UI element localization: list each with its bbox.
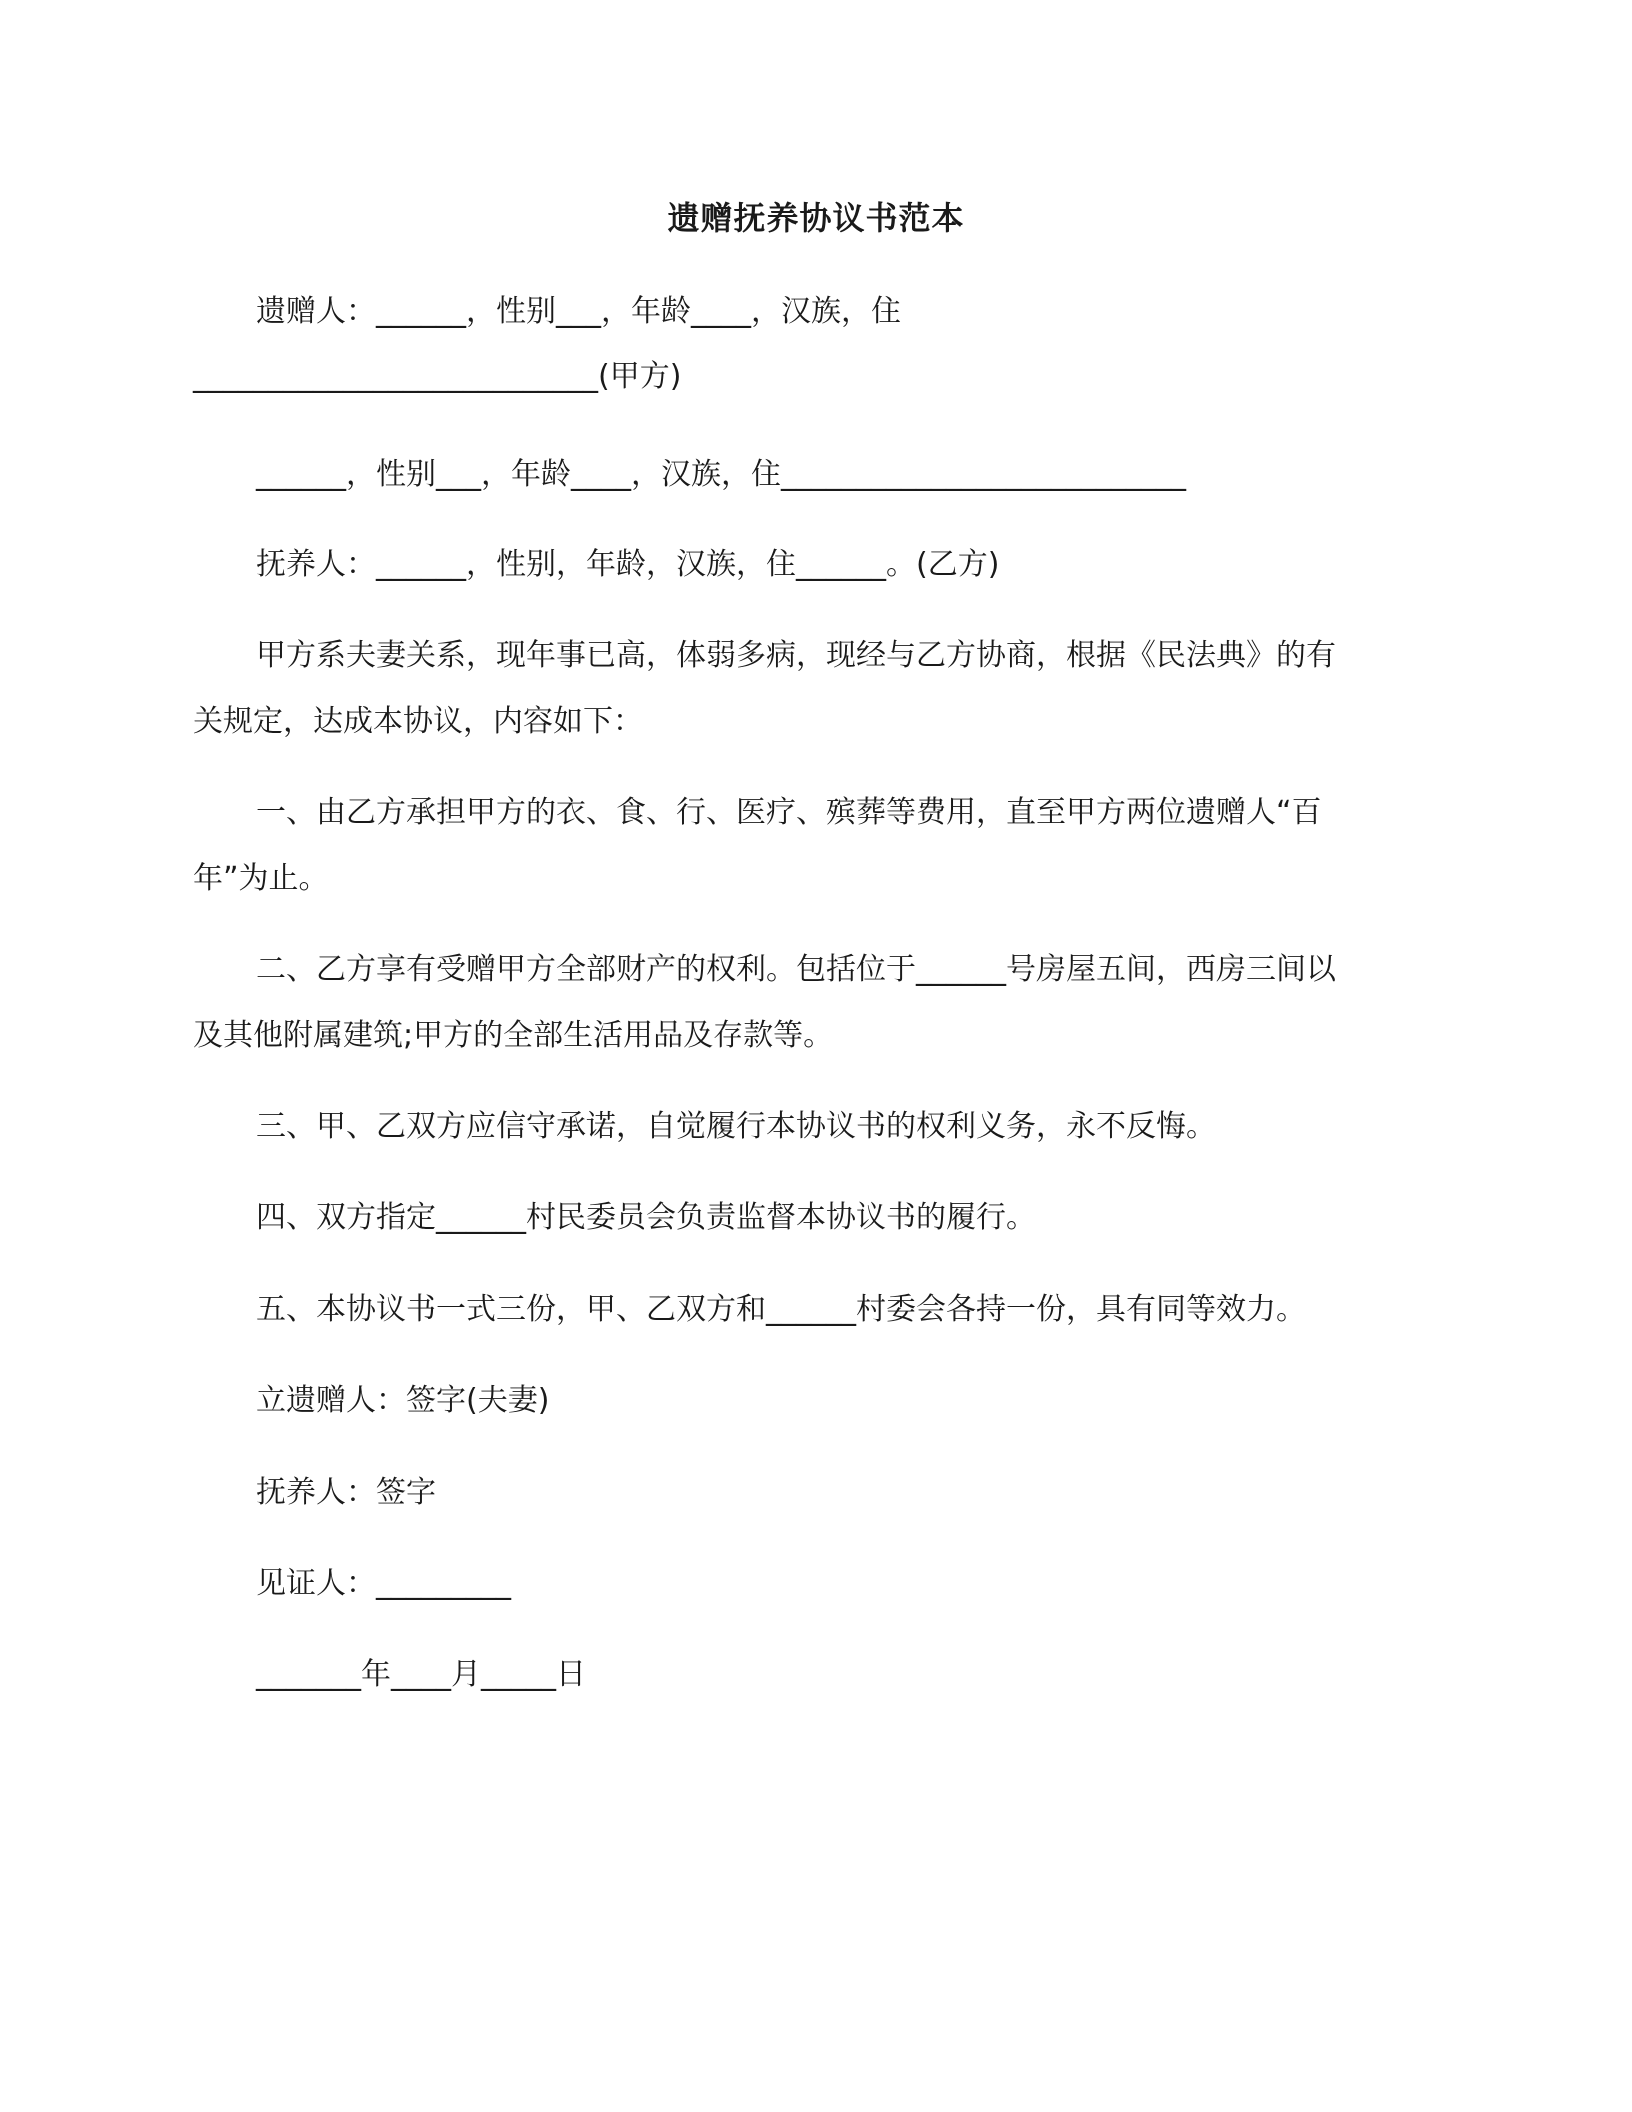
preamble-line-2: 关规定，达成本协议，内容如下： [193, 704, 643, 739]
testator-signature-line: 立遗赠人：签字(夫妻) [256, 1383, 550, 1418]
supporter-line: 抚养人：______，性别，年龄，汉族，住______。(乙方) [256, 547, 1000, 582]
supporter-signature-line: 抚养人：签字 [256, 1475, 436, 1510]
clause-2-line-2: 及其他附属建筑;甲方的全部生活用品及存款等。 [193, 1018, 834, 1053]
clause-4-line: 四、双方指定______村民委员会负责监督本协议书的履行。 [256, 1200, 1036, 1235]
clause-3-line: 三、甲、乙双方应信守承诺，自觉履行本协议书的权利义务，永不反悔。 [256, 1109, 1216, 1144]
clause-2-line-1: 二、乙方享有受赠甲方全部财产的权利。包括位于______号房屋五间，西房三间以 [256, 952, 1336, 987]
preamble-line-1: 甲方系夫妻关系，现年事已高，体弱多病，现经与乙方协商，根据《民法典》的有 [256, 638, 1336, 673]
testator-address-line: ___________________________(甲方) [193, 359, 682, 394]
clause-1-line-1: 一、由乙方承担甲方的衣、食、行、医疗、殡葬等费用，直至甲方两位遗赠人“百 [256, 795, 1322, 830]
clause-5-line: 五、本协议书一式三份，甲、乙双方和______村委会各持一份，具有同等效力。 [256, 1292, 1306, 1327]
document-title: 遗赠抚养协议书范本 [667, 199, 965, 237]
testator-spouse-line: ______，性别___，年龄____，汉族，住___________________________ [256, 457, 1186, 492]
testator-line: 遗赠人：______，性别___，年龄____，汉族，住 [256, 294, 901, 329]
witness-line: 见证人：_________ [256, 1566, 511, 1601]
clause-1-line-2: 年”为止。 [193, 861, 329, 896]
date-line: _______年____月_____日 [256, 1657, 586, 1692]
